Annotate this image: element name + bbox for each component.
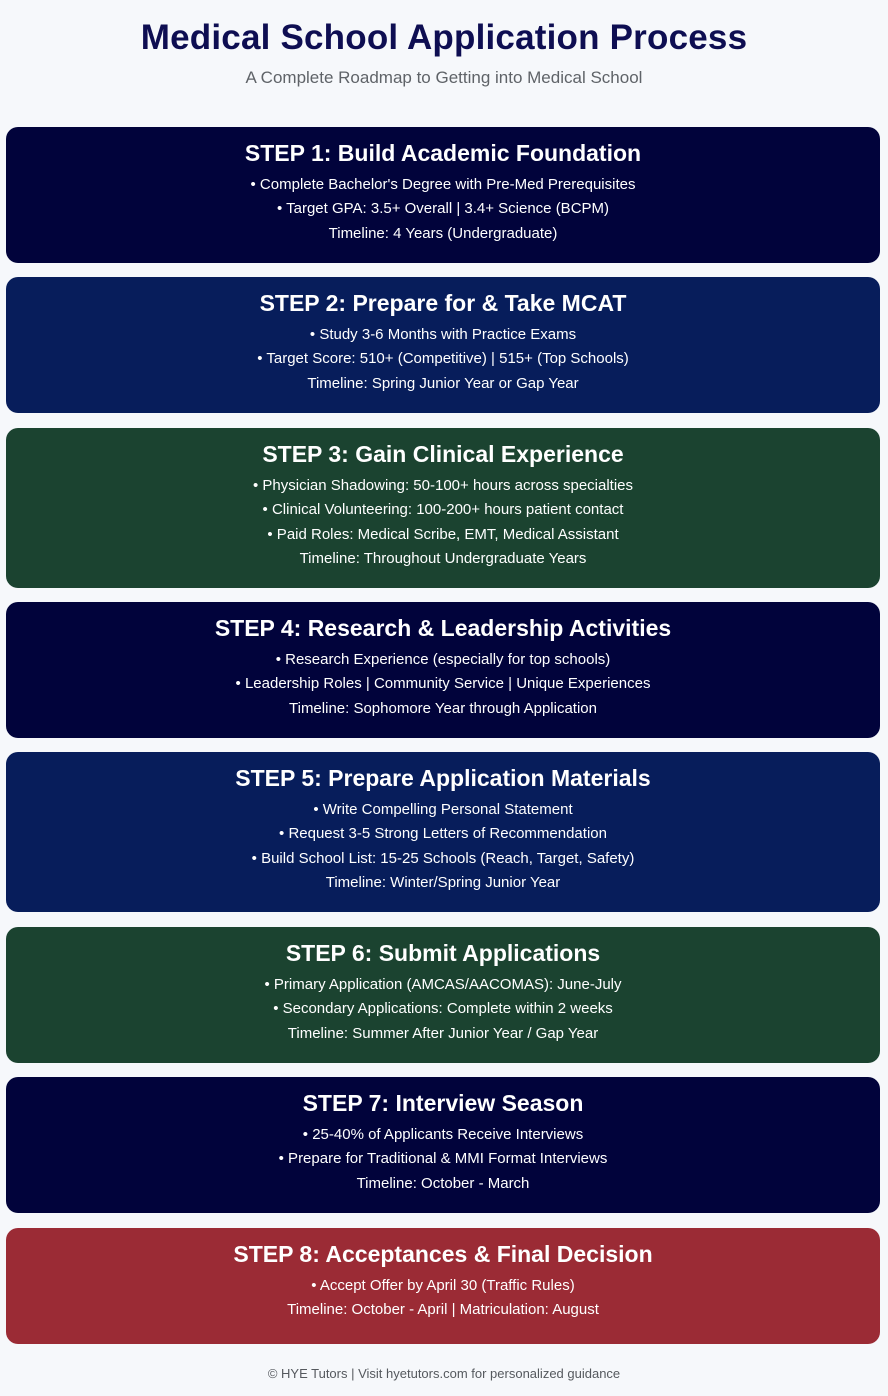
step-line: • Research Experience (especially for top schools) [275, 651, 611, 668]
page-subtitle: A Complete Roadmap to Getting into Medical School [245, 68, 643, 87]
step-line: • Complete Bachelor's Degree with Pre-Med Prerequisites [250, 176, 636, 193]
step-line: • 25-40% of Applicants Receive Interviews [302, 1126, 584, 1143]
step-timeline: Timeline: October - March [356, 1174, 530, 1192]
step-card-2 [6, 277, 880, 413]
step-card-7 [6, 1077, 880, 1213]
step-timeline: Timeline: Sophomore Year through Application [289, 699, 597, 717]
step-line: • Secondary Applications: Complete within 2 weeks [273, 1000, 613, 1018]
step-line: • Target Score: 510+ (Competitive) | 515+ (Top Schools) [257, 350, 629, 368]
step-card-5 [6, 752, 880, 912]
step-timeline: Timeline: October - April | Matriculation: August [287, 1301, 599, 1319]
page-footer: © HYE Tutors | Visit hyetutors.com for personalized guidance [267, 1366, 621, 1381]
step-line: • Accept Offer by April 30 (Traffic Rules) [311, 1277, 575, 1294]
step-card-8 [6, 1228, 880, 1344]
step-title: STEP 1: Build Academic Foundation [244, 140, 642, 166]
step-card-4 [6, 602, 880, 738]
step-timeline: Timeline: 4 Years (Undergraduate) [328, 224, 558, 242]
step-card-6 [6, 927, 880, 1063]
step-title: STEP 2: Prepare for & Take MCAT [259, 290, 627, 316]
step-line: • Physician Shadowing: 50-100+ hours across specialties [252, 477, 634, 494]
step-timeline: Timeline: Summer After Junior Year / Gap Year [287, 1024, 599, 1042]
step-line: • Study 3-6 Months with Practice Exams [309, 326, 577, 343]
step-line: • Clinical Volunteering: 100-200+ hours patient contact [262, 501, 624, 519]
step-timeline: Timeline: Throughout Undergraduate Years [299, 550, 587, 568]
step-title: STEP 6: Submit Applications [285, 940, 601, 966]
step-line: • Request 3-5 Strong Letters of Recommendation [279, 825, 607, 843]
step-line: • Primary Application (AMCAS/AACOMAS): June-July [264, 976, 622, 993]
step-title: STEP 7: Interview Season [302, 1090, 584, 1116]
step-timeline: Timeline: Winter/Spring Junior Year [325, 874, 561, 892]
step-card-3 [6, 428, 880, 588]
page-title: Medical School Application Process [140, 18, 748, 57]
step-title: STEP 8: Acceptances & Final Decision [233, 1241, 653, 1267]
step-line: • Target GPA: 3.5+ Overall | 3.4+ Science (BCPM) [276, 200, 610, 218]
step-line: • Write Compelling Personal Statement [313, 801, 573, 818]
step-line: • Leadership Roles | Community Service | Unique Experiences [235, 675, 651, 693]
step-title: STEP 5: Prepare Application Materials [235, 765, 651, 791]
step-card-1 [6, 127, 880, 263]
step-timeline: Timeline: Spring Junior Year or Gap Year [307, 374, 579, 392]
step-title: STEP 3: Gain Clinical Experience [262, 441, 624, 467]
step-line: • Prepare for Traditional & MMI Format Interviews [278, 1150, 608, 1168]
step-line: • Build School List: 15-25 Schools (Reach, Target, Safety) [251, 849, 635, 867]
step-title: STEP 4: Research & Leadership Activities [214, 615, 672, 641]
step-line: • Paid Roles: Medical Scribe, EMT, Medical Assistant [267, 525, 619, 543]
